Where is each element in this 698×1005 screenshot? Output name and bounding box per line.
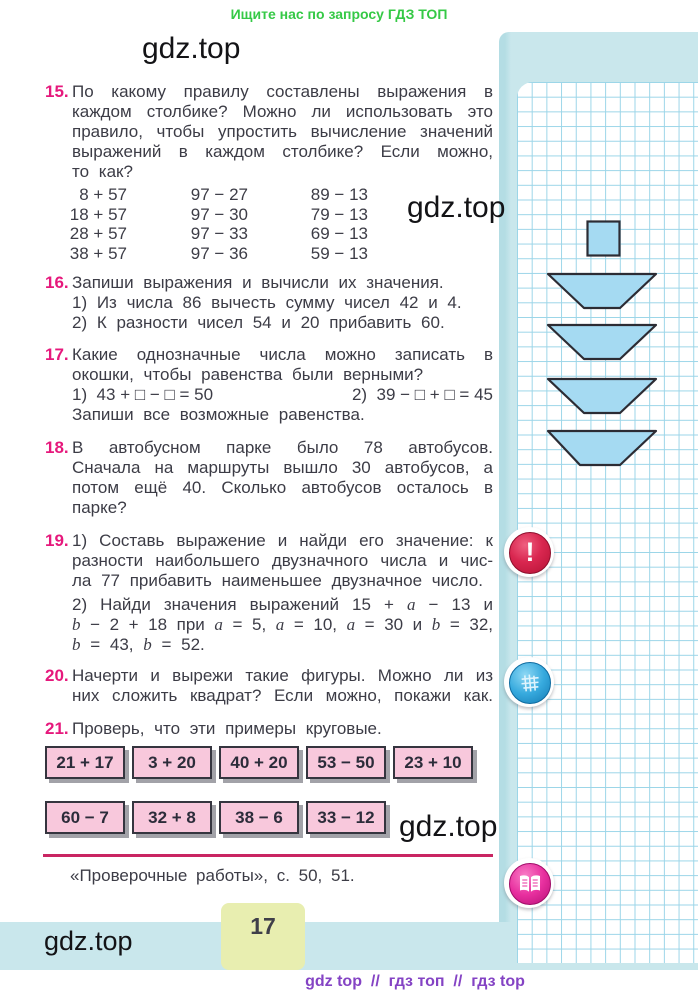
problem-20 — [45, 666, 493, 706]
watermark: gdz.top — [399, 810, 498, 843]
example-card: 32 + 8 — [132, 801, 212, 834]
expression: 28 + 57 — [69, 224, 127, 243]
expression: 89 − 13 — [310, 185, 368, 204]
problem-number: 17. — [45, 345, 69, 364]
text-line: 2) Найди значения выражений 15 + a − 13 и — [72, 595, 493, 614]
example-card: 53 − 50 — [306, 746, 386, 779]
text-line: Проверь, что эти примеры круговые. — [72, 719, 382, 738]
problem-number: 21. — [45, 719, 69, 738]
text-line: 1) Составь выражение и найди его значение: к — [72, 531, 493, 550]
text-line: них сложить квадрат? Если можно, покажи как. — [72, 686, 493, 705]
expression: 79 − 13 — [310, 204, 368, 224]
cards-row-2 — [45, 801, 386, 834]
book-badge — [504, 858, 554, 908]
open-book-icon — [509, 863, 551, 905]
text-line: то как? — [72, 162, 133, 181]
text-line: разности наибольшего двузначного числа и чис- — [72, 551, 493, 570]
example-card: 3 + 20 — [132, 746, 212, 779]
example-card: 23 + 10 — [393, 746, 473, 779]
expression-row — [45, 205, 368, 225]
expression: 38 + 57 — [69, 243, 127, 263]
cards-row-1 — [45, 746, 473, 779]
shape-trapezoid-3 — [546, 377, 658, 415]
text-line: Запиши все возможные равенства. — [72, 405, 365, 424]
magenta-divider — [43, 854, 493, 857]
shape-square — [586, 220, 622, 258]
expression: 97 − 33 — [190, 224, 248, 243]
text-line: парке? — [72, 498, 127, 517]
expression-row — [45, 224, 368, 244]
example-card: 60 − 7 — [45, 801, 125, 834]
shape-trapezoid-2 — [546, 323, 658, 361]
expression: 59 − 13 — [310, 243, 368, 263]
expression: 97 − 36 — [190, 243, 248, 263]
text-line: окошки, чтобы равенства были верными? — [72, 365, 424, 384]
text-line: Начерти и вырежи такие фигуры. Можно ли из — [72, 666, 493, 685]
text-line: Какие однозначные числа можно записать в — [72, 345, 493, 364]
problem-15 — [45, 82, 493, 182]
expression: 69 − 13 — [310, 224, 368, 243]
equations-row — [72, 385, 493, 405]
problem-number: 19. — [45, 531, 69, 550]
shape-trapezoid-4 — [546, 429, 658, 467]
text-line: каждом столбике? Можно ли использовать это — [72, 102, 493, 121]
expression-row — [45, 244, 368, 264]
text-line: Запиши выражения и вычисли их значения. — [72, 273, 444, 292]
alert-badge — [504, 527, 554, 577]
text-line: 2) К разности чисел 54 и 20 прибавить 60. — [72, 313, 445, 332]
page-number: 17 — [221, 903, 305, 970]
example-card: 38 − 6 — [219, 801, 299, 834]
example-card: 40 + 20 — [219, 746, 299, 779]
text-line: b = 43, b = 52. — [72, 635, 205, 654]
expression: 97 − 30 — [190, 204, 248, 224]
problem-16 — [45, 273, 493, 333]
works-reference: «Проверочные работы», с. 50, 51. — [70, 866, 355, 885]
equation-1: 1) 43 + □ − □ = 50 — [72, 385, 214, 404]
expression-row — [45, 185, 368, 205]
expression: 18 + 57 — [69, 204, 127, 224]
watermark: gdz.top — [407, 191, 506, 224]
text-line: 1) Из числа 86 вычесть сумму чисел 42 и 4. — [72, 293, 462, 312]
text-line: По какому правилу составлены выражения в — [72, 82, 493, 101]
shape-trapezoid-1 — [546, 272, 658, 310]
text-line: выражений в каждом столбике? Если можно, — [72, 142, 493, 161]
grid-icon — [509, 662, 551, 704]
watermark: gdz.top — [142, 32, 241, 65]
problem-number: 15. — [45, 82, 69, 101]
example-card: 21 + 17 — [45, 746, 125, 779]
text-line: Сначала на маршруты вышло 30 автобусов, а — [72, 458, 493, 477]
equation-2: 2) 39 − □ + □ = 45 — [351, 385, 493, 404]
text-line: b − 2 + 18 при a = 5, a = 10, a = 30 и b = 32, — [72, 615, 494, 634]
expression-table — [45, 185, 368, 263]
promo-banner: Ищите нас по запросу ГДЗ ТОП — [230, 6, 448, 22]
problem-number: 18. — [45, 438, 69, 457]
text-line: потом ещё 40. Сколько автобусов осталось в — [72, 478, 493, 497]
grid-badge — [504, 657, 554, 707]
expression: 97 − 27 — [190, 185, 248, 204]
problem-number: 16. — [45, 273, 69, 292]
problem-18 — [45, 438, 493, 518]
problem-17 — [45, 345, 493, 425]
expression: 8 + 57 — [79, 185, 127, 204]
text-line: правило, чтобы упростить вычисление значений — [72, 122, 493, 141]
example-card: 33 − 12 — [306, 801, 386, 834]
text-line: ла 77 прибавить наименьшее двузначное число. — [72, 571, 483, 590]
problem-number: 20. — [45, 666, 69, 685]
grid-paper — [517, 82, 698, 963]
exclamation-icon: ! — [509, 532, 551, 574]
footer-links: gdz top // гдз топ // гдз top — [305, 973, 525, 990]
problem-21 — [45, 719, 493, 739]
text-line: В автобусном парке было 78 автобусов. — [72, 438, 493, 457]
watermark: gdz.top — [44, 926, 133, 956]
problem-19 — [45, 531, 493, 655]
